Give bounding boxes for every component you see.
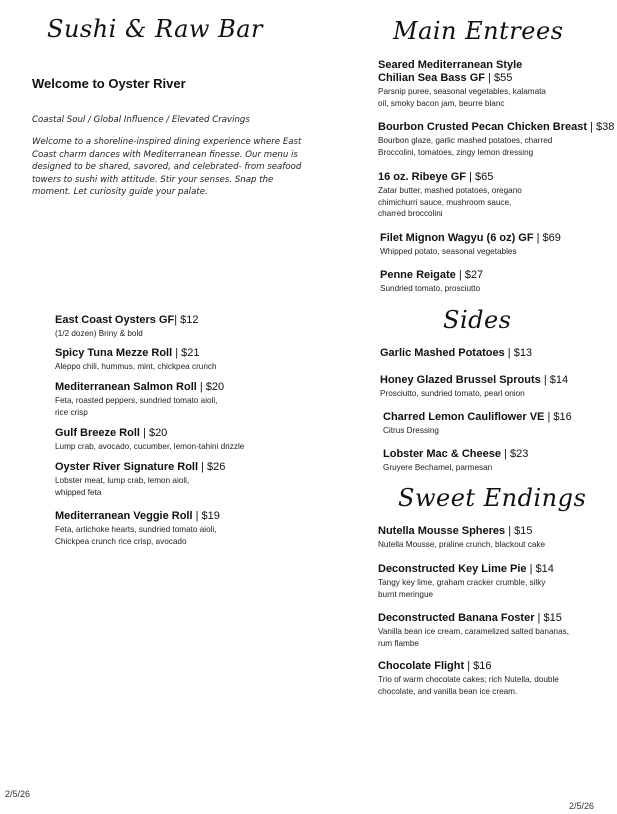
menu-item <box>380 269 483 295</box>
entrees-title: Main Entrees <box>393 17 564 45</box>
menu-item <box>55 347 217 373</box>
item-price: | $15 <box>508 525 533 537</box>
item-name: Nutella Mousse Spheres <box>378 525 506 537</box>
item-description: Aleppo chili, hummus, mint, chickpea crunch <box>55 362 217 371</box>
menu-item <box>378 525 545 551</box>
item-price: | $14 <box>543 374 569 386</box>
menu-item <box>380 347 532 360</box>
item-price: | $38 <box>590 121 615 133</box>
item-name: Mediterranean Veggie Roll <box>55 510 193 522</box>
tagline: Coastal Soul / Global Influence / Elevated Cravings <box>32 115 250 125</box>
item-description: (1/2 dozen) Briny & bold <box>55 329 143 338</box>
item-description: Lobster meat, lump crab, lemon aioli, whipped feta <box>55 476 190 497</box>
item-price: | $23 <box>504 448 529 460</box>
menu-item <box>383 411 572 437</box>
item-name: Spicy Tuna Mezze Roll <box>55 347 173 359</box>
item-name: East Coast Oysters GF <box>55 314 175 326</box>
item-price: | $55 <box>488 72 513 84</box>
item-name: Mediterranean Salmon Roll <box>55 381 197 393</box>
sweets-title: Sweet Endings <box>398 484 587 512</box>
menu-item <box>378 563 554 600</box>
item-name: Penne Reigate <box>380 269 456 281</box>
item-description: Nutella Mousse, praline crunch, blackout cake <box>378 540 546 549</box>
item-name: Garlic Mashed Potatoes <box>380 347 505 359</box>
item-name: Gulf Breeze Roll <box>55 427 140 439</box>
item-price: | $12 <box>174 314 199 326</box>
date-footer-right: 2/5/26 <box>569 801 595 811</box>
item-name: Seared Mediterranean Style Chilian Sea Bass GF <box>378 59 523 84</box>
item-description: Parsnip puree, seasonal vegetables, kalamata oil, smoky bacon jam, beurre blanc <box>378 87 546 108</box>
menu-item <box>55 381 224 418</box>
menu-item <box>378 59 546 109</box>
item-name: 16 oz. Ribeye GF <box>378 171 467 183</box>
menu-item <box>378 660 559 697</box>
item-name: Honey Glazed Brussel Sprouts <box>380 374 541 386</box>
item-price: | $16 <box>547 411 572 423</box>
item-description: Gruyere Bechamel, parmesan <box>383 463 493 472</box>
item-name: Bourbon Crusted Pecan Chicken Breast <box>378 121 588 133</box>
item-description: Prosciutto, sundried tomato, pearl onion <box>380 389 525 398</box>
item-price: | $20 <box>143 427 168 439</box>
item-description: Bourbon glaze, garlic mashed potatoes, charred Broccolini, tomatoes, zingy lemon dressing <box>378 136 553 157</box>
item-name: Lobster Mac & Cheese <box>383 448 501 460</box>
raw-bar-title: Sushi & Raw Bar <box>47 15 263 43</box>
item-price: | $19 <box>195 510 220 522</box>
item-price: | $14 <box>529 563 554 575</box>
item-price: | $21 <box>175 347 200 359</box>
menu-item <box>378 121 614 158</box>
menu-item <box>378 612 569 649</box>
menu-item <box>55 314 199 340</box>
date-footer-left: 2/5/26 <box>5 789 31 799</box>
menu-item <box>55 427 244 453</box>
item-name: Deconstructed Banana Foster <box>378 612 535 624</box>
item-price: | $65 <box>469 171 494 183</box>
item-name: Charred Lemon Cauliflower VE <box>383 411 545 423</box>
sides-title: Sides <box>443 306 512 334</box>
menu-item <box>380 374 568 400</box>
item-description: Tangy key lime, graham cracker crumble, silky burnt meringue <box>378 578 546 599</box>
item-description: Citrus Dressing <box>383 426 439 435</box>
welcome-heading: Welcome to Oyster River <box>32 76 186 91</box>
item-name: Filet Mignon Wagyu (6 oz) GF <box>380 232 534 244</box>
item-description: Whipped potato, seasonal vegetables <box>380 247 517 256</box>
item-description: Feta, artichoke hearts, sundried tomato aioli, Chickpea crunch rice crisp, avocado <box>55 525 217 546</box>
intro-paragraph: Welcome to a shoreline-inspired dining experience where East Coast charm dances with Mediterranean finesse. Our menu is designed to be shared, savored, and celebrated- from seafood towers to sushi with attitude. Stir your senses. Snap the moment. Let curiosity guide your palate. <box>32 137 302 197</box>
item-name: Deconstructed Key Lime Pie <box>378 563 527 575</box>
item-price: | $15 <box>537 612 562 624</box>
item-price: | $69 <box>536 232 561 244</box>
menu-item <box>55 461 225 498</box>
item-name: Oyster River Signature Roll <box>55 461 199 473</box>
item-price: | $27 <box>458 269 484 281</box>
item-description: Sundried tomato, prosciutto <box>380 284 481 293</box>
menu-item <box>380 232 561 258</box>
menu-item <box>378 171 522 220</box>
item-price: | $13 <box>507 347 533 359</box>
item-price: | $26 <box>201 461 226 473</box>
item-description: Zatar butter, mashed potatoes, oregano chimichurri sauce, mushroom sauce, charred broccolini <box>378 186 522 218</box>
item-price: | $16 <box>467 660 492 672</box>
item-description: Lump crab, avocado, cucumber, lemon-tahini drizzle <box>55 442 245 451</box>
menu-item <box>55 510 220 547</box>
menu-item <box>383 448 528 474</box>
item-name: Chocolate Flight <box>378 660 465 672</box>
item-description: Feta, roasted peppers, sundried tomato aioli, rice crisp <box>55 396 218 417</box>
item-description: Vanilla bean ice cream, caramelized salted bananas, rum flambe <box>378 627 569 648</box>
item-description: Trio of warm chocolate cakes; rich Nutella, double chocolate, and vanilla bean ice cream. <box>378 675 559 696</box>
item-price: | $20 <box>199 381 225 393</box>
